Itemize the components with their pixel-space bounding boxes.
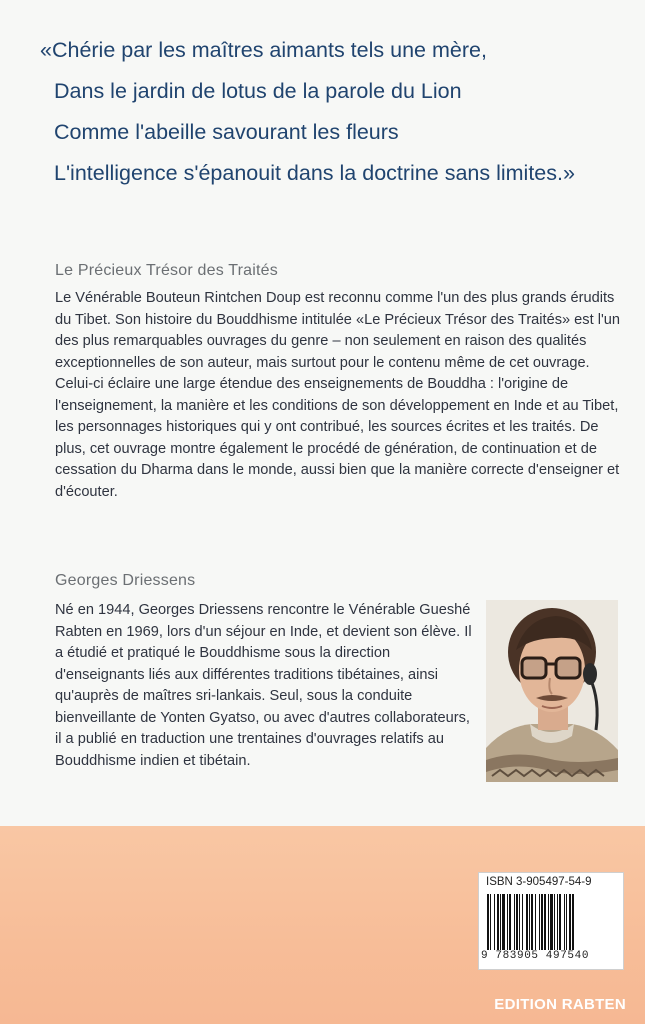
barcode-bar <box>569 894 571 950</box>
barcode-bar <box>566 894 567 950</box>
translator-section-title: Georges Driessens <box>55 572 196 589</box>
barcode-bar <box>500 894 501 950</box>
book-section-title: Le Précieux Trésor des Traités <box>55 262 278 279</box>
barcode-bars <box>486 894 614 950</box>
ean-digits: 9 783905 497540 <box>481 950 590 962</box>
barcode-bar <box>550 894 553 950</box>
isbn-text: ISBN 3-905497-54-9 <box>486 876 592 888</box>
publisher-name: EDITION RABTEN <box>494 996 626 1013</box>
barcode-bar <box>557 894 558 950</box>
barcode-bar <box>564 894 565 950</box>
barcode-bar <box>548 894 549 950</box>
translator-bio: Né en 1944, Georges Driessens rencontre le Vénérable Gueshé Rabten en 1969, lors d'un séjour en Inde, et devient son élève. Il a étudié et pratiqué le Bouddhisme sous la direction d'enseignants liés aux différentes traditions tibétaines, ainsi qu'auprès de maîtres sri-lankais. Seul, sous la conduite bienveillante de Yonten Gyatso, ou avec d'autres collaborateurs, il a publié en traduction une trentaines d'ouvrages relatifs au Bouddhisme indien et tibétain. <box>55 602 472 769</box>
book-description: Le Vénérable Bouteun Rintchen Doup est reconnu comme l'un des plus grands érudits du Tibet. Son histoire du Bouddhisme intitulée «Le Précieux Trésor des Traités» est l'un des plus remarquables ouvrages du genre – non seulement en raison des qualités exceptionnelles de son auteur, mais surtout pour le contenu même de cet ouvrage. Celui-ci éclaire une large étendue des enseignements de Bouddha : l'origine de l'enseignement, la manière et les conditions de son développement en Inde et au Tibet, les personnages historiques qui y ont contribué, les sources écrites et les traités. De plus, cet ouvrage montre également le procédé de génération, de continuation et de cessation du Dharma dans le monde, aussi bien que la manière correcte d'enseigner et d'écouter. <box>55 290 620 500</box>
quote-line-3: Comme l'abeille savourant les fleurs <box>54 120 399 144</box>
barcode-bar <box>507 894 508 950</box>
barcode-bar <box>526 894 528 950</box>
barcode-bar <box>539 894 540 950</box>
barcode-bar <box>487 894 489 950</box>
barcode-bar <box>509 894 511 950</box>
epigraph-quote <box>40 30 630 194</box>
barcode-bar <box>559 894 561 950</box>
translator-portrait <box>486 600 618 782</box>
barcode-bar <box>494 894 495 950</box>
barcode-bar <box>541 894 543 950</box>
barcode-bar <box>522 894 523 950</box>
barcode-bar <box>572 894 574 950</box>
barcode-bar <box>502 894 505 950</box>
barcode-bar <box>544 894 546 950</box>
barcode-bar <box>497 894 499 950</box>
barcode-bar <box>554 894 555 950</box>
barcode-bar <box>516 894 518 950</box>
barcode-bar <box>490 894 491 950</box>
barcode-bar <box>531 894 533 950</box>
barcode-bar <box>535 894 536 950</box>
portrait-illustration <box>486 600 618 782</box>
barcode-bar <box>519 894 520 950</box>
quote-line-4: L'intelligence s'épanouit dans la doctrine sans limites.» <box>54 161 575 185</box>
barcode-bar <box>529 894 530 950</box>
quote-line-2: Dans le jardin de lotus de la parole du Lion <box>54 79 462 103</box>
quote-line-1: «Chérie par les maîtres aimants tels une mère, <box>40 38 487 62</box>
barcode-bar <box>514 894 515 950</box>
